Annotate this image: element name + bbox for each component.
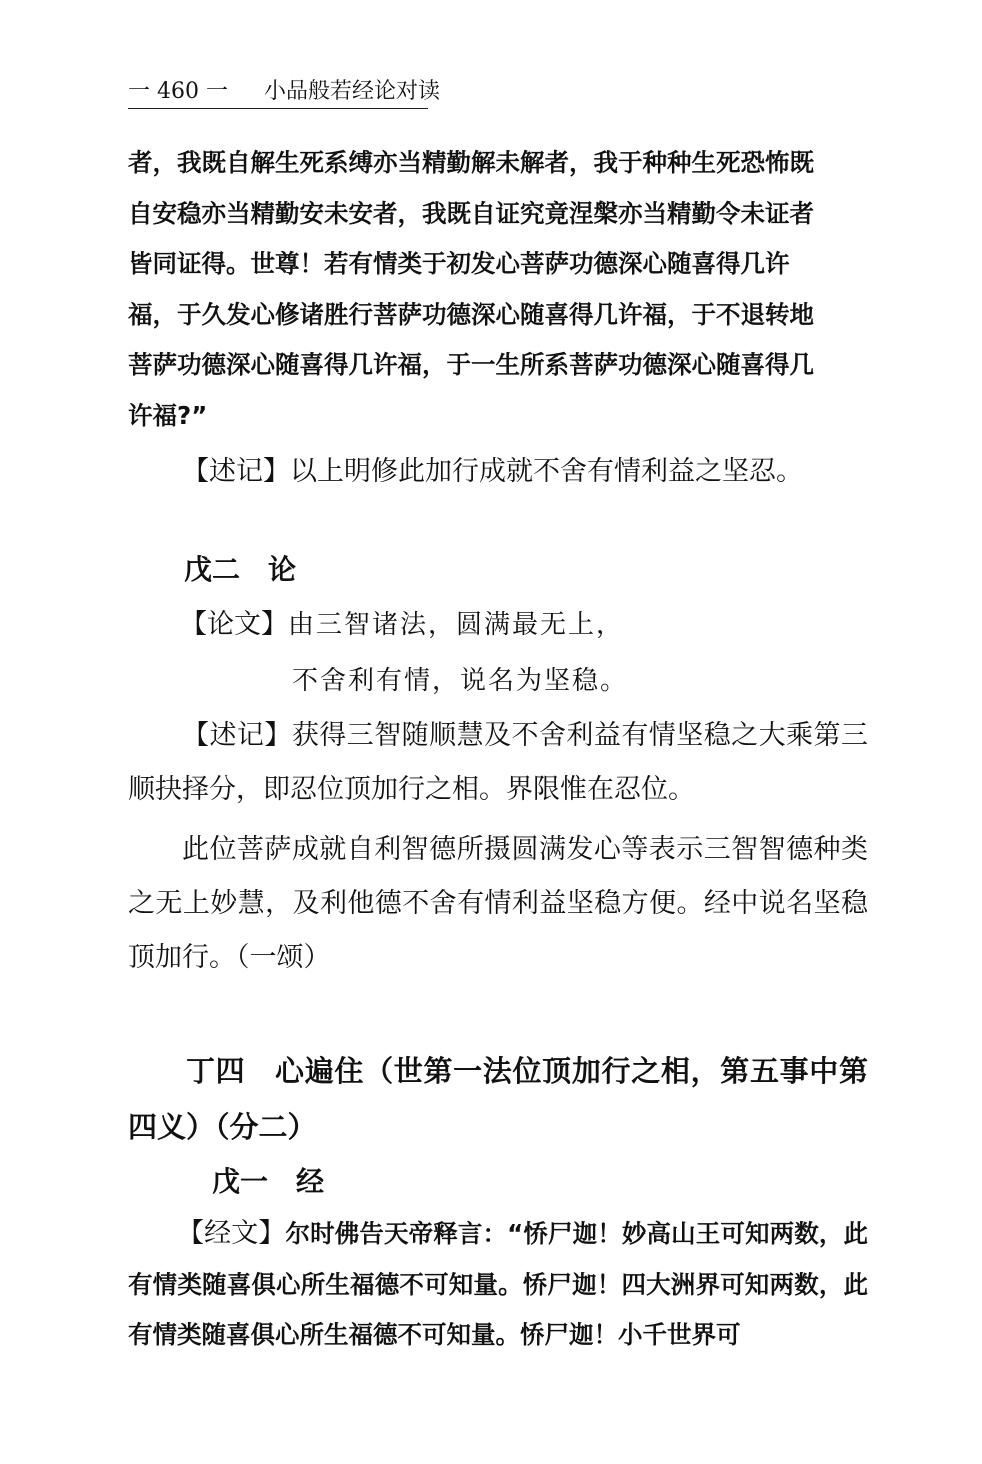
sutra-paragraph [128, 1209, 868, 1361]
sutra-text: 尔时佛告天帝释言：“㤭尸迦！妙高山王可知两数，此有情类随喜俱心所生福德不可知量。㤭尸迦！四大洲界可知两数，此有情类随喜俱心所生福德不可知量。㤭尸迦！小千世界可 [128, 1219, 869, 1349]
header-rule [128, 108, 428, 109]
commentary-tag-2: 【述记】 [182, 720, 292, 751]
commentary-text-2: 获得三智随顺慧及不舍利益有情坚稳之大乘第三顺抉择分，即忍位顶加行之相。界限惟在忍位。 [128, 720, 869, 805]
sutra-line: 菩萨功德深心随喜得几许福，于一生所系菩萨功德深心随喜得几 [128, 350, 814, 379]
sutra-line: 自安稳亦当精勤安未安者，我既自证究竟涅槃亦当精勤令未证者 [128, 198, 814, 228]
sutra-line: 皆同证得。世尊！若有情类于初发心菩萨功德深心随喜得几许 [128, 249, 790, 278]
commentary-paragraph [128, 445, 868, 499]
running-header [128, 76, 868, 108]
book-title: 小品般若经论对读 [263, 79, 440, 104]
page-number: 一 460 一 [128, 79, 228, 104]
sub-heading-wu1: 戊一 经 [212, 1165, 325, 1198]
page-body [128, 138, 868, 1361]
section-heading-wu2: 戊二 论 [184, 553, 297, 586]
verse-line-1 [128, 597, 868, 653]
commentary-text: 以上明修此加行成就不舍有情利益之坚忍。 [290, 456, 803, 487]
verse-line-2: 不舍利有情，说名为坚稳。 [292, 666, 629, 696]
sutra-section [128, 1209, 868, 1361]
verse-tag: 【论文】 [180, 609, 288, 640]
sutra-line: 许福?” [128, 400, 208, 430]
sutra-continuation [128, 138, 868, 441]
sutra-line: 福，于久发心修诸胜行菩萨功德深心随喜得几许福，于不退转地 [128, 299, 814, 329]
commentary-paragraph-2 [128, 709, 868, 817]
explanation-paragraph: 此位菩萨成就自利智德所摄圆满发心等表示三智智德种类之无上妙慧，及利他德不舍有情利益坚稳方便。经中说名坚稳顶加行。（一颂） [128, 834, 868, 973]
verse-text-1: 由三智诸法，圆满最无上， [288, 610, 625, 640]
sutra-line: 者，我既自解生死系缚亦当精勤解未解者，我于种种生死恐怖既 [128, 148, 814, 177]
sutra-tag: 【经文】 [177, 1218, 286, 1249]
commentary-tag: 【述记】 [182, 456, 290, 487]
section-heading-ding4: 丁四 心遍住（世第一法位顶加行之相，第五事中第四义）（分二） [128, 1054, 868, 1144]
